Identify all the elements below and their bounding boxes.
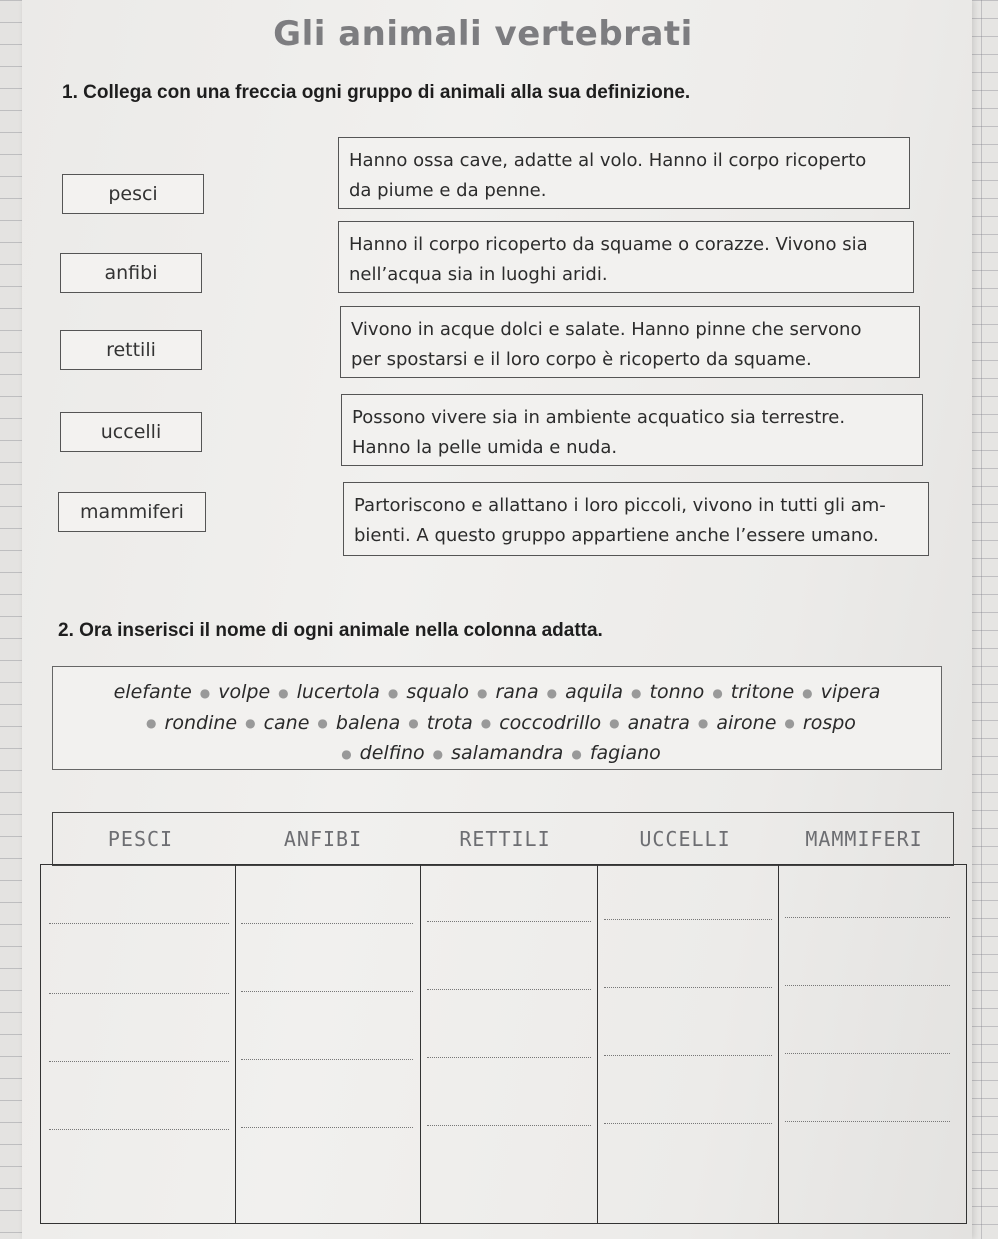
writing-line[interactable]	[604, 1055, 772, 1056]
column-header-rettili: RETTILI	[459, 827, 551, 851]
bullet-separator: ●	[697, 716, 709, 730]
bullet-separator: ●	[432, 746, 444, 761]
word-bank-item: balena	[335, 711, 401, 734]
definition-box-1[interactable]	[338, 137, 910, 209]
word-bank-line-1	[53, 677, 941, 708]
column-header-pesci: PESCI	[107, 827, 174, 851]
word-bank-item: tritone	[730, 681, 795, 703]
definition-box-4[interactable]	[341, 394, 923, 466]
definition-line: nell’acqua sia in luoghi aridi.	[349, 264, 608, 285]
writing-line[interactable]	[785, 1053, 950, 1054]
bullet-separator: ●	[546, 685, 558, 700]
writing-line[interactable]	[241, 991, 413, 992]
word-bank-item: aquila	[565, 681, 624, 703]
word-bank-line-3	[53, 738, 941, 769]
definition-line: per spostarsi e il loro corpo è ricoperto da squame.	[351, 349, 812, 370]
notebook-grid-left	[0, 0, 22, 1239]
writing-line[interactable]	[604, 987, 772, 988]
group-label: pesci	[108, 183, 158, 205]
column-header-uccelli: UCCELLI	[639, 827, 731, 851]
writing-line[interactable]	[427, 921, 591, 922]
column-divider	[778, 865, 779, 1223]
word-bank	[52, 666, 942, 770]
word-bank-item: airone	[716, 711, 777, 734]
bullet-separator: ●	[245, 716, 256, 730]
bullet-separator: ●	[476, 685, 488, 700]
group-label: anfibi	[104, 262, 158, 284]
exercise-1-instruction: 1. Collega con una freccia ogni gruppo di animali alla sua definizione.	[62, 82, 691, 103]
bullet-separator: ●	[278, 685, 289, 700]
column-header-anfibi: ANFIBI	[283, 827, 363, 851]
group-box-anfibi[interactable]	[60, 253, 202, 293]
bullet-separator: ●	[784, 716, 795, 730]
page-title: Gli animali vertebrati	[273, 14, 693, 54]
definition-line: da piume e da penne.	[349, 180, 547, 201]
writing-line[interactable]	[241, 1059, 413, 1060]
writing-line[interactable]	[49, 993, 229, 994]
word-bank-item: rana	[495, 681, 539, 703]
bullet-separator: ●	[609, 716, 620, 730]
column-divider	[597, 865, 598, 1223]
word-bank-item: tonno	[649, 681, 705, 703]
definition-line: bienti. A questo gruppo appartiene anche l’essere umano.	[354, 525, 879, 546]
group-box-pesci[interactable]	[62, 174, 204, 214]
word-bank-item: salamandra	[451, 742, 564, 764]
bullet-separator: ●	[146, 716, 157, 730]
word-bank-item: anatra	[627, 711, 690, 734]
writing-line[interactable]	[241, 923, 413, 924]
bullet-separator: ●	[480, 716, 492, 730]
bullet-separator: ●	[408, 716, 419, 730]
bullet-separator: ●	[317, 716, 328, 730]
writing-line[interactable]	[427, 1125, 591, 1126]
classification-table	[40, 812, 960, 1222]
word-bank-item: trota	[426, 711, 473, 734]
word-bank-item: rospo	[802, 711, 856, 734]
column-divider	[235, 865, 236, 1223]
word-bank-line-2	[53, 708, 941, 739]
writing-line[interactable]	[785, 985, 950, 986]
group-box-rettili[interactable]	[60, 330, 202, 370]
writing-line[interactable]	[604, 919, 772, 920]
group-label: mammiferi	[80, 501, 184, 523]
word-bank-item: cane	[263, 711, 310, 734]
group-label: uccelli	[100, 421, 162, 443]
bullet-separator: ●	[387, 685, 399, 700]
word-bank-item: coccodrillo	[499, 711, 602, 734]
group-box-mammiferi[interactable]	[58, 492, 206, 532]
bullet-separator: ●	[631, 685, 642, 700]
writing-line[interactable]	[427, 1057, 591, 1058]
word-bank-item: rondine	[164, 711, 238, 734]
definition-box-3[interactable]	[340, 306, 920, 378]
column-header-mammiferi: MAMMIFERI	[805, 827, 923, 851]
exercise-2-instruction: 2. Ora inserisci il nome di ogni animale nella colonna adatta.	[58, 620, 603, 641]
word-bank-item: elefante	[113, 681, 192, 703]
definition-box-5[interactable]	[343, 482, 929, 556]
word-bank-item: squalo	[406, 681, 469, 703]
column-divider	[420, 865, 421, 1223]
definition-box-2[interactable]	[338, 221, 914, 293]
word-bank-item: fagiano	[589, 742, 661, 764]
writing-line[interactable]	[49, 923, 229, 924]
writing-line[interactable]	[604, 1123, 772, 1124]
definition-line: Hanno ossa cave, adatte al volo. Hanno il corpo ricoperto	[349, 150, 867, 171]
definition-line: Hanno il corpo ricoperto da squame o corazze. Vivono sia	[349, 234, 868, 255]
definition-line: Vivono in acque dolci e salate. Hanno pinne che servono	[351, 319, 862, 340]
writing-line[interactable]	[49, 1061, 229, 1062]
bullet-separator: ●	[199, 685, 211, 700]
definition-line: Possono vivere sia in ambiente acquatico sia terrestre.	[352, 407, 846, 428]
writing-line[interactable]	[427, 989, 591, 990]
bullet-separator: ●	[571, 746, 582, 761]
writing-line[interactable]	[785, 1121, 950, 1122]
writing-line[interactable]	[785, 917, 950, 918]
definition-line: Hanno la pelle umida e nuda.	[352, 437, 618, 458]
word-bank-item: vipera	[820, 681, 881, 703]
group-box-uccelli[interactable]	[60, 412, 202, 452]
table-header-row	[52, 812, 954, 866]
word-bank-item: volpe	[218, 681, 271, 703]
bullet-separator: ●	[712, 685, 723, 700]
group-label: rettili	[106, 339, 156, 361]
bullet-separator: ●	[802, 685, 813, 700]
writing-line[interactable]	[49, 1129, 229, 1130]
word-bank-item: delfino	[359, 742, 425, 764]
bullet-separator: ●	[341, 746, 352, 761]
writing-line[interactable]	[241, 1127, 413, 1128]
table-body	[40, 864, 967, 1224]
word-bank-item: lucertola	[296, 681, 380, 703]
definition-line: Partoriscono e allattano i loro piccoli, vivono in tutti gli am-	[354, 495, 886, 516]
